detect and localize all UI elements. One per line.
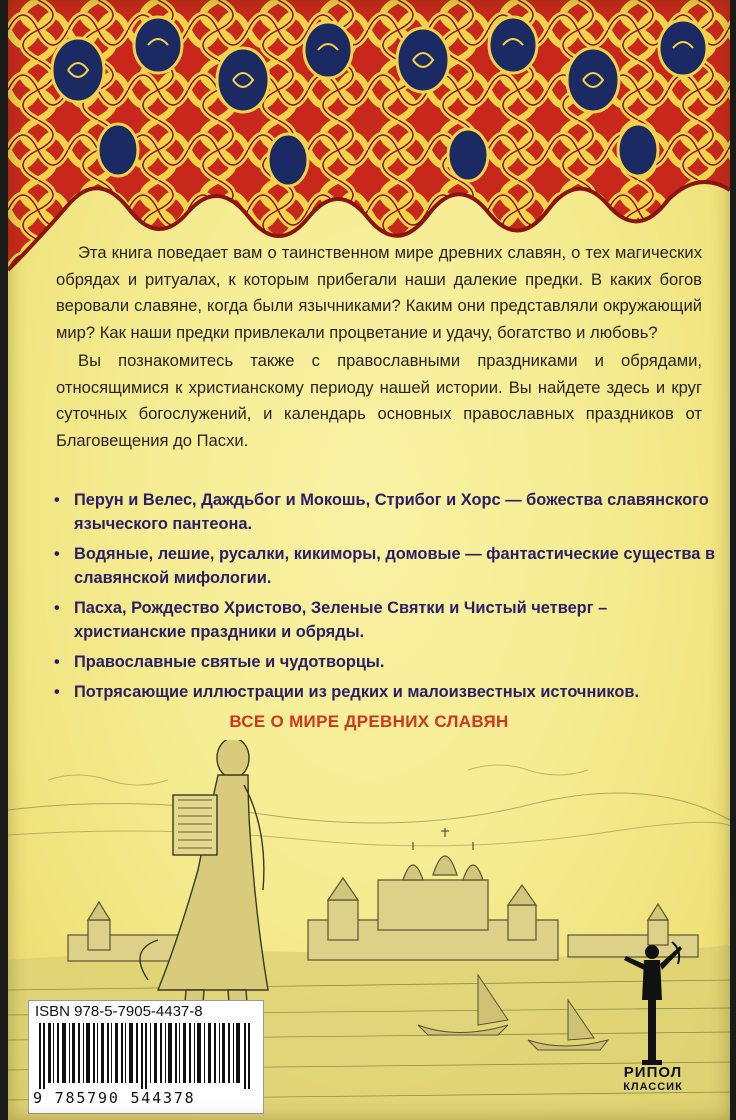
archer-logo-icon [622, 940, 682, 1065]
publisher-name [598, 1064, 708, 1093]
publisher-line-1: РИПОЛ [623, 1064, 683, 1081]
isbn-label: ISBN 978-5-7905-4437-8 [35, 1003, 203, 1020]
barcode [39, 1023, 255, 1089]
list-item: • Перун и Велес, Даждьбог и Мокошь, Стрибог и Хорс — божества славянского языческого пантеона. [50, 488, 720, 536]
feature-list [50, 488, 720, 710]
tagline: ВСЕ О МИРЕ ДРЕВНИХ СЛАВЯН [229, 712, 509, 731]
isbn-barcode-block [28, 1000, 264, 1114]
barcode-digits: 9 785790 544378 [33, 1089, 196, 1107]
list-item: • Пасха, Рождество Христово, Зеленые Святки и Чистый четверг – христианские праздники и обряды. [50, 596, 720, 644]
list-item: • Водяные, лешие, русалки, кикиморы, домовые — фантастические существа в славянской мифологии. [50, 542, 720, 590]
description-paragraph-1: Эта книга поведает вам о таинственном мире древних славян, о тех магических обрядах и ритуалах, к которым прибегали наши далекие предки. В каких богов веровали славяне, когда были язычниками? Каким они представляли окружающий мир? Как наши предки привлекали процветание и удачу, богатство и любовь? [56, 243, 702, 342]
bullet-marker: • [54, 599, 60, 617]
list-item: • Православные святые и чудотворцы. [50, 650, 720, 674]
bullet-marker: • [54, 545, 60, 563]
description-text [56, 240, 702, 454]
list-item: • Потрясающие иллюстрации из редких и малоизвестных источников. [50, 680, 720, 704]
bullet-marker: • [54, 653, 60, 671]
bullet-marker: • [54, 683, 60, 701]
publisher-line-2: КЛАССИК [623, 1081, 683, 1093]
book-back-cover [8, 0, 730, 1120]
description-paragraph-2: Вы познакомитесь также с православными праздниками и обрядами, относящимися к христианскому периоду нашей истории. Вы найдете здесь и круг суточных богослужений, и календарь основных православных праздников от Благовещения до Пасхи. [56, 351, 702, 450]
bullet-marker: • [54, 491, 60, 509]
